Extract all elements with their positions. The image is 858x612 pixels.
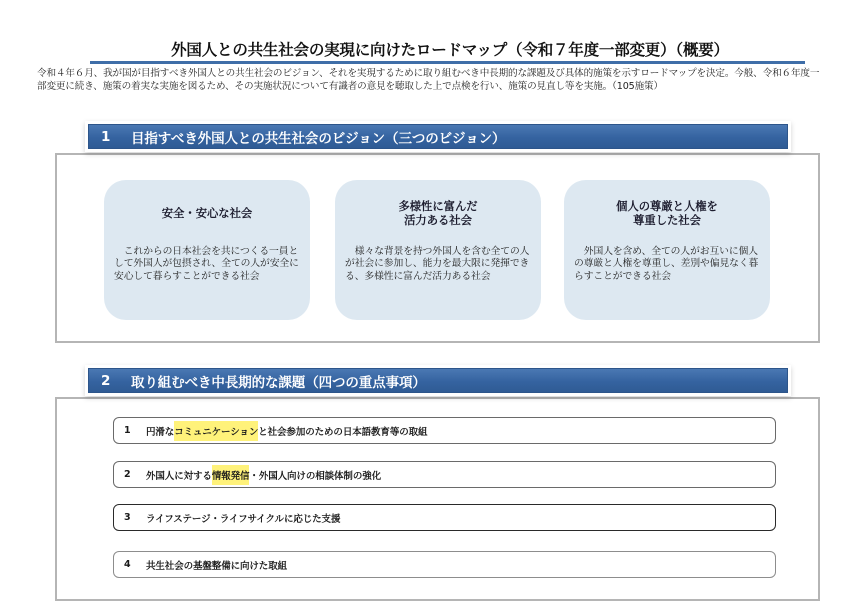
intro-paragraph: 令和４年６月、我が国が目指すべき外国人との共生社会のビジョン、それを実現するために取り組むべき中長期的な課題及び具体的施策を示すロードマップを決定。今般、令和６年度一部変更に続き、施策の着実な実施を図るため、その実施状況について有識者の意見を聴取した上で点検を行い、施策の見直し等を実施。（105施策） bbox=[37, 68, 820, 92]
section-1-title: 目指すべき外国人との共生社会のビジョン（三つのビジョン） bbox=[131, 130, 506, 147]
vision-card-title: 多様性に富んだ 活力ある社会 bbox=[398, 200, 478, 227]
vision-card-body: 外国人を含め、全ての人がお互いに個人の尊厳と人権を尊重し、差別や偏見なく暮らすことができる社会 bbox=[574, 246, 759, 282]
section-2-header bbox=[88, 368, 788, 393]
highlighted-keyword: コミュニケーション bbox=[174, 421, 258, 441]
vision-card-body: これからの日本社会を共につくる一員として外国人が包摂され、全ての人が安全に安心して暮らすことができる社会 bbox=[114, 246, 299, 282]
vision-card-diversity bbox=[335, 180, 541, 320]
section-1-header bbox=[88, 124, 788, 149]
section-2-number: 2 bbox=[101, 372, 111, 389]
document-title: 外国人との共生社会の実現に向けたロードマップ（令和７年度一部変更）（概要） bbox=[171, 41, 729, 59]
vision-card-title: 安全・安心な社会 bbox=[161, 207, 253, 220]
priority-item-3: 3 ライフステージ・ライフサイクルに応じた支援 bbox=[113, 504, 776, 531]
title-underline bbox=[90, 61, 805, 64]
section-2-title: 取り組むべき中長期的な課題（四つの重点事項） bbox=[131, 374, 426, 391]
highlighted-keyword: 情報発信 bbox=[212, 465, 250, 485]
priority-item-1: 1 円滑な コミュニケーション と社会参加のための日本語教育等の取組 bbox=[113, 417, 776, 444]
vision-card-body: 様々な背景を持つ外国人を含む全ての人が社会に参加し、能力を最大限に発揮できる、多様性に富んだ活力ある社会 bbox=[345, 246, 530, 282]
priority-item-2: 2 外国人に対する 情報発信 ・外国人向けの相談体制の強化 bbox=[113, 461, 776, 488]
priority-item-4: 4 共生社会の基盤整備に向けた取組 bbox=[113, 551, 776, 578]
vision-card-title: 個人の尊厳と人権を 尊重した社会 bbox=[616, 200, 718, 227]
vision-card-dignity bbox=[564, 180, 770, 320]
section-1-number: 1 bbox=[101, 128, 111, 145]
vision-card-safety bbox=[104, 180, 310, 320]
